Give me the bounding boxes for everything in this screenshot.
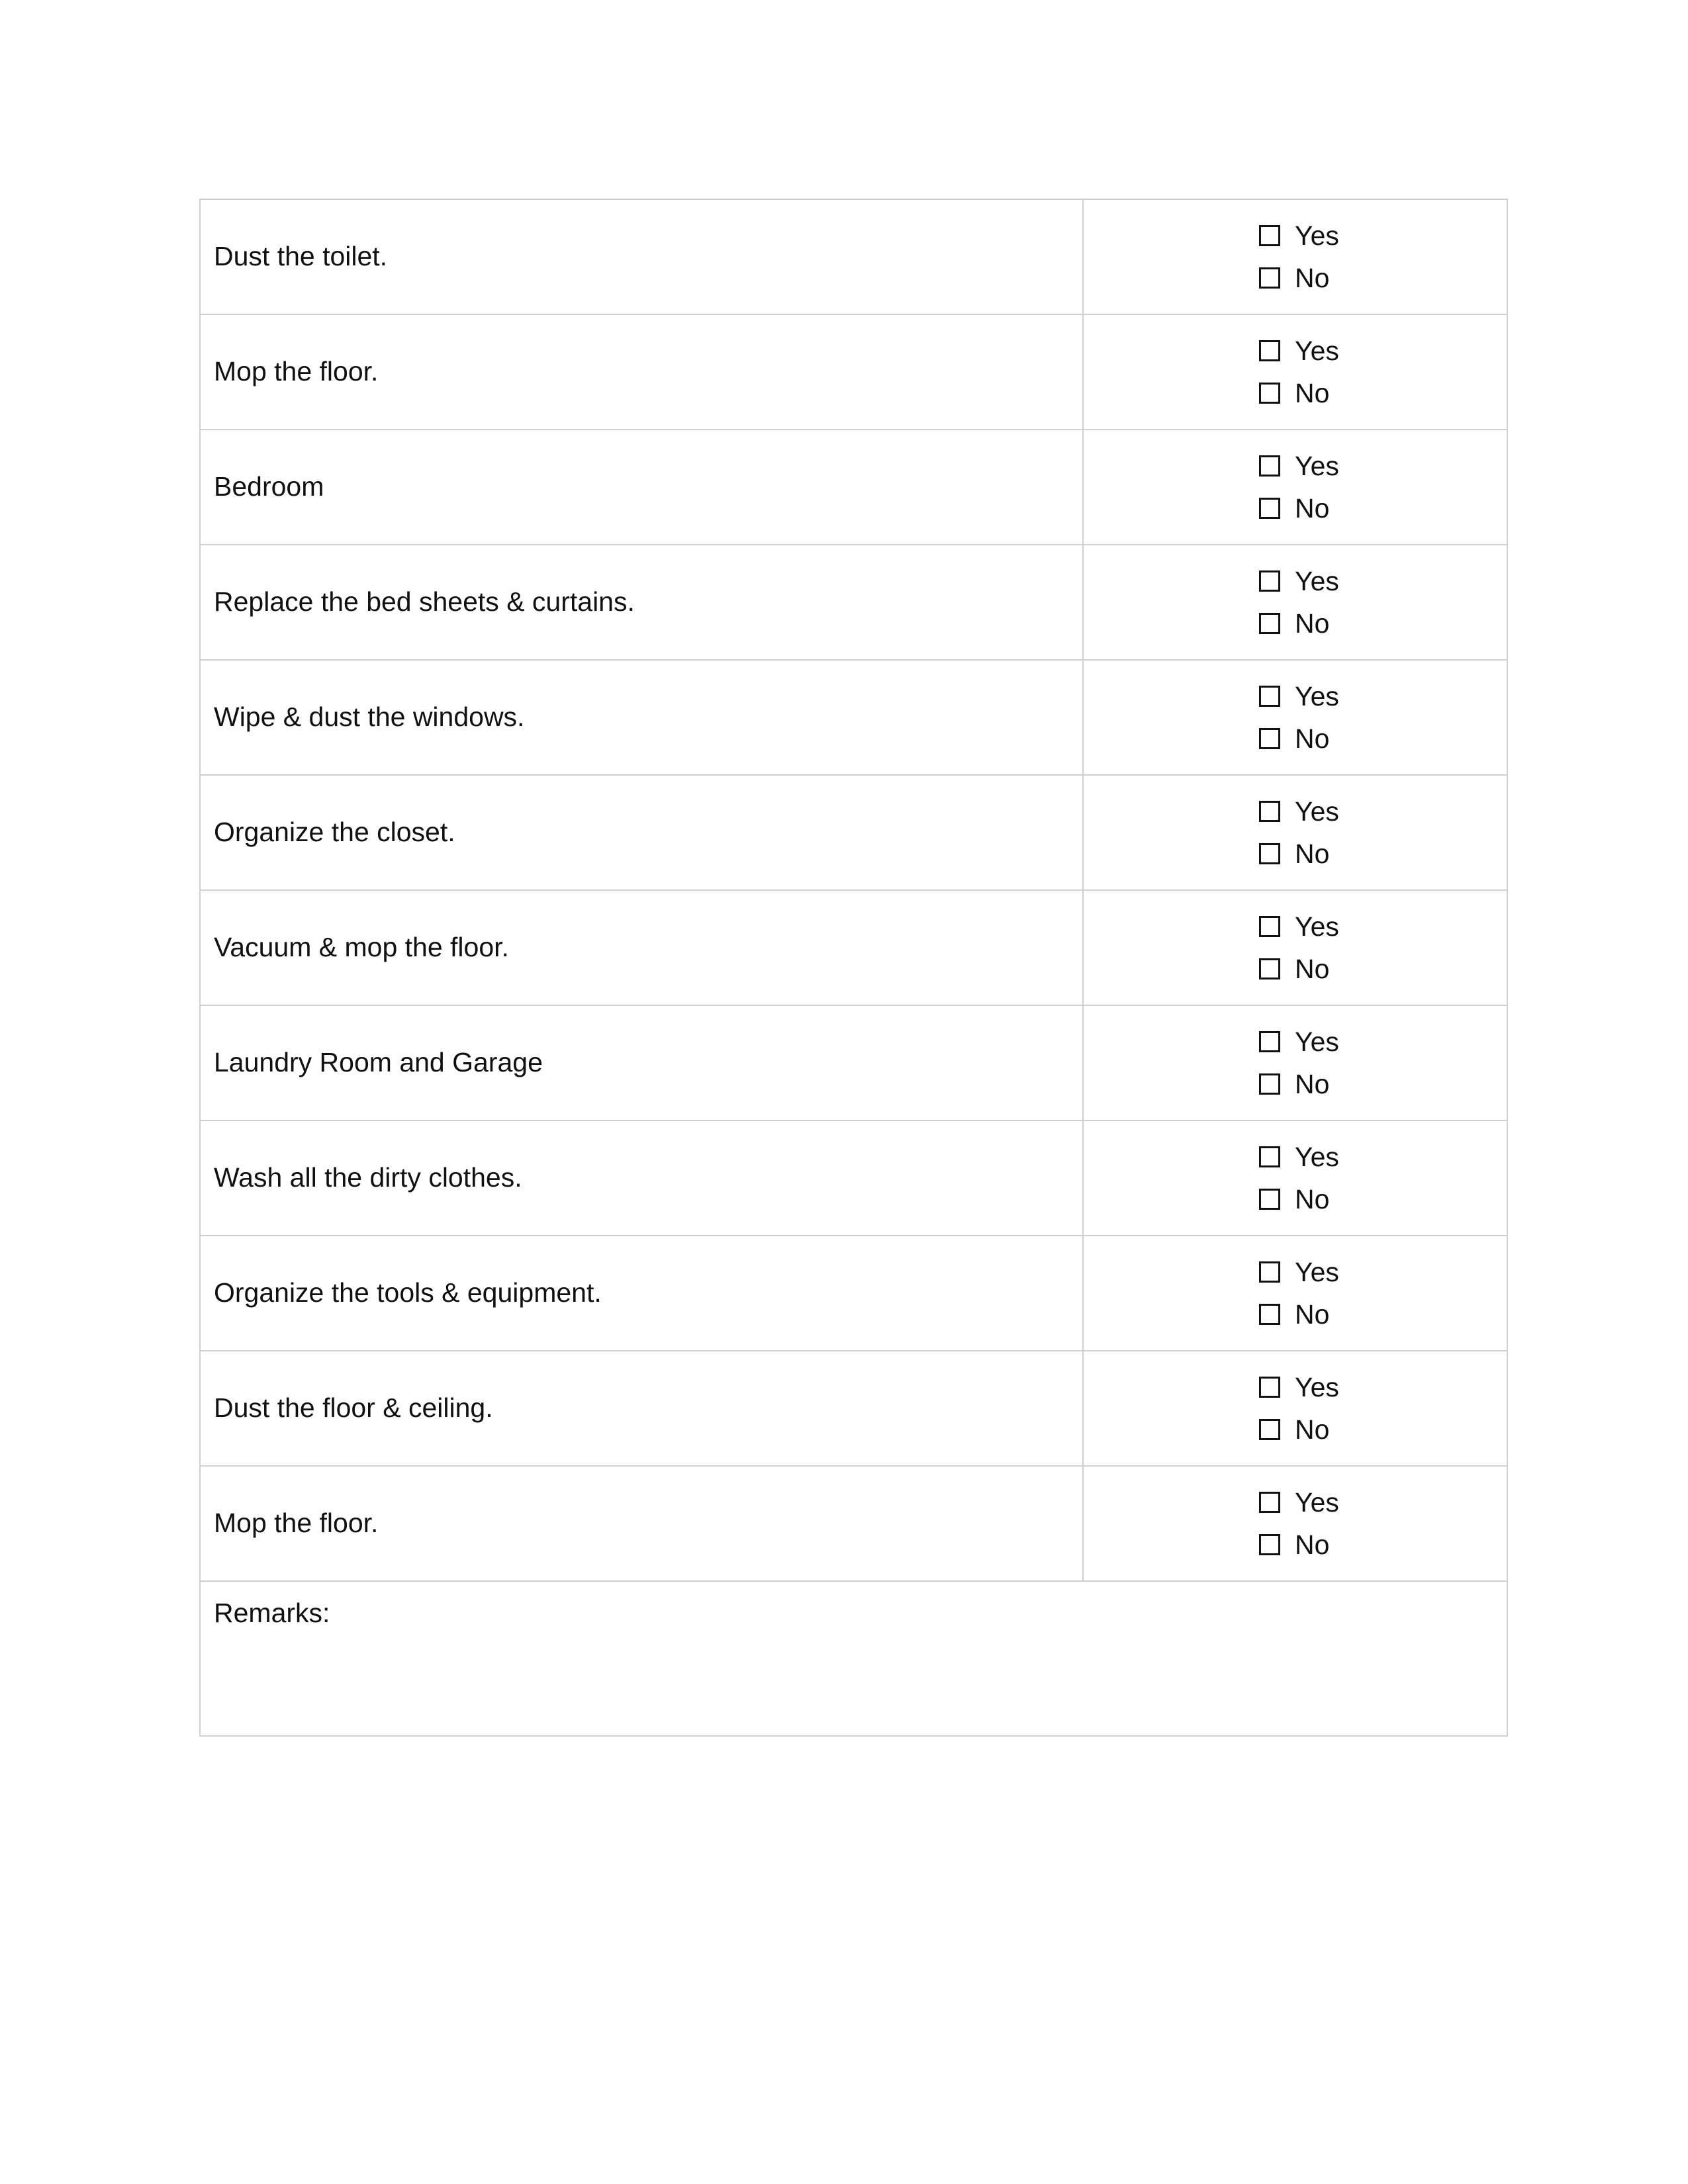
checklist-row bbox=[200, 1466, 1507, 1581]
yes-no-options bbox=[1259, 1024, 1507, 1102]
yes-label: Yes bbox=[1295, 336, 1339, 366]
yes-option[interactable] bbox=[1259, 333, 1507, 369]
no-label: No bbox=[1295, 608, 1330, 639]
no-checkbox[interactable] bbox=[1259, 383, 1280, 404]
yes-option[interactable] bbox=[1259, 448, 1507, 484]
no-checkbox[interactable] bbox=[1259, 1534, 1280, 1555]
yes-checkbox[interactable] bbox=[1259, 570, 1280, 592]
yes-label: Yes bbox=[1295, 220, 1339, 251]
task-label: Vacuum & mop the floor. bbox=[200, 890, 1083, 1005]
checklist-row bbox=[200, 314, 1507, 430]
yes-option[interactable] bbox=[1259, 563, 1507, 599]
answer-cell bbox=[1083, 775, 1507, 890]
remarks-label: Remarks: bbox=[214, 1598, 330, 1628]
answer-cell bbox=[1083, 1005, 1507, 1120]
yes-option[interactable] bbox=[1259, 678, 1507, 714]
yes-option[interactable] bbox=[1259, 1024, 1507, 1060]
task-label: Dust the floor & ceiling. bbox=[200, 1351, 1083, 1466]
checklist-row bbox=[200, 890, 1507, 1005]
answer-cell bbox=[1083, 199, 1507, 314]
yes-no-options bbox=[1259, 1254, 1507, 1332]
answer-cell bbox=[1083, 430, 1507, 545]
yes-label: Yes bbox=[1295, 451, 1339, 481]
no-option[interactable] bbox=[1259, 1412, 1507, 1447]
yes-label: Yes bbox=[1295, 796, 1339, 827]
yes-checkbox[interactable] bbox=[1259, 1146, 1280, 1167]
yes-label: Yes bbox=[1295, 1372, 1339, 1402]
no-checkbox[interactable] bbox=[1259, 1073, 1280, 1095]
no-checkbox[interactable] bbox=[1259, 958, 1280, 979]
no-option[interactable] bbox=[1259, 1181, 1507, 1217]
yes-checkbox[interactable] bbox=[1259, 455, 1280, 477]
no-checkbox[interactable] bbox=[1259, 267, 1280, 289]
yes-label: Yes bbox=[1295, 681, 1339, 711]
yes-no-options bbox=[1259, 1369, 1507, 1447]
checklist-row bbox=[200, 1120, 1507, 1236]
no-label: No bbox=[1295, 1069, 1330, 1099]
task-label: Laundry Room and Garage bbox=[200, 1005, 1083, 1120]
no-label: No bbox=[1295, 1414, 1330, 1445]
no-label: No bbox=[1295, 1529, 1330, 1560]
yes-no-options bbox=[1259, 218, 1507, 296]
no-option[interactable] bbox=[1259, 721, 1507, 756]
yes-label: Yes bbox=[1295, 1142, 1339, 1172]
no-checkbox[interactable] bbox=[1259, 843, 1280, 864]
yes-label: Yes bbox=[1295, 911, 1339, 942]
checklist-row bbox=[200, 545, 1507, 660]
yes-checkbox[interactable] bbox=[1259, 1031, 1280, 1052]
answer-cell bbox=[1083, 660, 1507, 775]
checklist-row bbox=[200, 1005, 1507, 1120]
yes-no-options bbox=[1259, 1484, 1507, 1563]
cleaning-checklist-table bbox=[199, 199, 1508, 1737]
no-option[interactable] bbox=[1259, 836, 1507, 872]
yes-checkbox[interactable] bbox=[1259, 1377, 1280, 1398]
no-checkbox[interactable] bbox=[1259, 728, 1280, 749]
answer-cell bbox=[1083, 1466, 1507, 1581]
yes-no-options bbox=[1259, 333, 1507, 411]
yes-no-options bbox=[1259, 909, 1507, 987]
answer-cell bbox=[1083, 1236, 1507, 1351]
no-option[interactable] bbox=[1259, 606, 1507, 641]
no-label: No bbox=[1295, 839, 1330, 869]
checklist-row bbox=[200, 775, 1507, 890]
yes-no-options bbox=[1259, 448, 1507, 526]
checklist-body bbox=[200, 199, 1507, 1736]
yes-label: Yes bbox=[1295, 1487, 1339, 1518]
no-checkbox[interactable] bbox=[1259, 1304, 1280, 1325]
checklist-row bbox=[200, 430, 1507, 545]
no-checkbox[interactable] bbox=[1259, 1189, 1280, 1210]
yes-label: Yes bbox=[1295, 566, 1339, 596]
answer-cell bbox=[1083, 545, 1507, 660]
yes-option[interactable] bbox=[1259, 1369, 1507, 1405]
task-label: Dust the toilet. bbox=[200, 199, 1083, 314]
yes-no-options bbox=[1259, 794, 1507, 872]
yes-checkbox[interactable] bbox=[1259, 1492, 1280, 1513]
no-label: No bbox=[1295, 493, 1330, 523]
yes-no-options bbox=[1259, 563, 1507, 641]
no-checkbox[interactable] bbox=[1259, 613, 1280, 634]
task-label: Wash all the dirty clothes. bbox=[200, 1120, 1083, 1236]
yes-checkbox[interactable] bbox=[1259, 340, 1280, 361]
checklist-row bbox=[200, 1351, 1507, 1466]
no-option[interactable] bbox=[1259, 375, 1507, 411]
remarks-row bbox=[200, 1581, 1507, 1736]
task-label: Wipe & dust the windows. bbox=[200, 660, 1083, 775]
checklist-row bbox=[200, 660, 1507, 775]
task-label: Mop the floor. bbox=[200, 1466, 1083, 1581]
task-label: Replace the bed sheets & curtains. bbox=[200, 545, 1083, 660]
yes-no-options bbox=[1259, 678, 1507, 756]
no-option[interactable] bbox=[1259, 1297, 1507, 1332]
yes-checkbox[interactable] bbox=[1259, 1261, 1280, 1283]
yes-option[interactable] bbox=[1259, 1254, 1507, 1290]
yes-option[interactable] bbox=[1259, 218, 1507, 253]
answer-cell bbox=[1083, 314, 1507, 430]
yes-option[interactable] bbox=[1259, 1484, 1507, 1520]
yes-label: Yes bbox=[1295, 1257, 1339, 1287]
remarks-field[interactable] bbox=[200, 1581, 1507, 1736]
yes-option[interactable] bbox=[1259, 1139, 1507, 1175]
yes-no-options bbox=[1259, 1139, 1507, 1217]
no-checkbox[interactable] bbox=[1259, 498, 1280, 519]
no-label: No bbox=[1295, 263, 1330, 293]
checklist-row bbox=[200, 199, 1507, 314]
task-label: Organize the tools & equipment. bbox=[200, 1236, 1083, 1351]
no-checkbox[interactable] bbox=[1259, 1419, 1280, 1440]
task-label: Organize the closet. bbox=[200, 775, 1083, 890]
checklist-row bbox=[200, 1236, 1507, 1351]
yes-checkbox[interactable] bbox=[1259, 225, 1280, 246]
yes-label: Yes bbox=[1295, 1026, 1339, 1057]
no-label: No bbox=[1295, 1299, 1330, 1330]
yes-checkbox[interactable] bbox=[1259, 916, 1280, 937]
no-label: No bbox=[1295, 378, 1330, 408]
no-label: No bbox=[1295, 723, 1330, 754]
no-option[interactable] bbox=[1259, 260, 1507, 296]
task-label: Bedroom bbox=[200, 430, 1083, 545]
no-option[interactable] bbox=[1259, 951, 1507, 987]
yes-option[interactable] bbox=[1259, 909, 1507, 944]
no-label: No bbox=[1295, 954, 1330, 984]
yes-checkbox[interactable] bbox=[1259, 686, 1280, 707]
answer-cell bbox=[1083, 1351, 1507, 1466]
answer-cell bbox=[1083, 1120, 1507, 1236]
answer-cell bbox=[1083, 890, 1507, 1005]
yes-checkbox[interactable] bbox=[1259, 801, 1280, 822]
no-option[interactable] bbox=[1259, 1066, 1507, 1102]
task-label: Mop the floor. bbox=[200, 314, 1083, 430]
yes-option[interactable] bbox=[1259, 794, 1507, 829]
no-label: No bbox=[1295, 1184, 1330, 1214]
no-option[interactable] bbox=[1259, 1527, 1507, 1563]
no-option[interactable] bbox=[1259, 490, 1507, 526]
